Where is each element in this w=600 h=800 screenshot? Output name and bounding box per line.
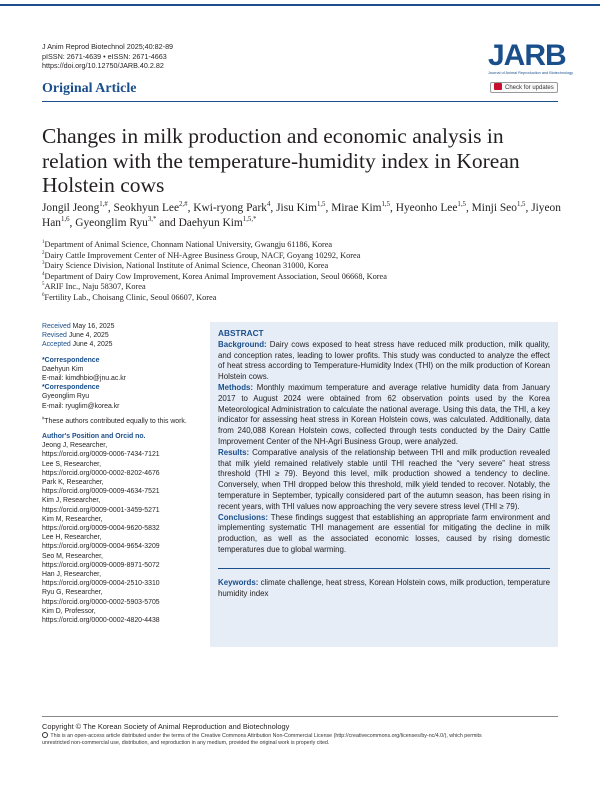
affiliation: $^1$Department of Animal Science, Chonnam National University, Gwangju 61186, Korea (42, 240, 333, 249)
correspondence-label: *Correspondence (42, 384, 100, 392)
journal-logo (488, 39, 574, 75)
article-sidebar (42, 322, 192, 625)
orcid-heading: Author's Position and Orcid no. (42, 433, 146, 441)
orcid-author: Lee S, Researcher, (42, 460, 101, 468)
affiliation: $^6$Fertility Lab., Choisang Clinic, Seoul 06607, Korea (42, 292, 217, 302)
orcid-author: Lee H, Researcher, (42, 534, 102, 542)
orcid-link[interactable]: https://orcid.org/0009-0004-9654-3209 (42, 543, 160, 551)
abstract-methods: Methods: Monthly maximum temperature and average relative humidity data from January 2017 to August 2024 were obtained from 62 observation points used by the Korea Meteorological Administration to calculate the national average. Using this data, the THI, a key indicator for assessing heat stress in Korean Holstein cows, was calculated. Additionally, data from 240,088 Korean Holstein cows, collected through tests conducted by the Dairy Cattle Improvement Center of the NH-Agri Business Group, were analyzed. (218, 382, 550, 446)
orcid-link[interactable]: https://orcid.org/0000-0002-8202-4676 (42, 469, 160, 477)
orcid-link[interactable]: https://orcid.org/0009-0009-8971-5072 (42, 561, 160, 569)
orcid-author: Kim M, Researcher, (42, 515, 103, 523)
orcid-link[interactable]: https://orcid.org/0009-0006-7434-7121 (42, 451, 160, 459)
abstract-results: Results: Comparative analysis of the relationship between THI and milk production revealed that milk yield remained relatively stable until THI reached the “very severe” heat stress threshold (THI ≥ 79). Beyond this level, milk production showed a tendency to decline. Conversely, when THI dropped below this threshold, milk yield tended to recover. Notably, the temperature in September, typically considered part of the autumn season, has been rising in recent years, with THI values now approaching the very severe stress level (THI ≥ 79). (218, 447, 550, 511)
correspondence-label: *Correspondence (42, 356, 100, 364)
affiliation: $^5$ARIF Inc., Naju 58307, Korea (42, 282, 146, 292)
affiliation: $^3$Dairy Science Division, National Institute of Animal Science, Cheonan 31000, Korea (42, 261, 329, 271)
creative-commons-icon (42, 732, 48, 738)
logo-subtitle: Journal of Animal Reproduction and Biotechnology (488, 71, 574, 75)
copyright-line: Copyright © The Korean Society of Animal Reproduction and Biotechnology (42, 722, 290, 731)
author: Jiyeon Han$^{1,6}$ (42, 202, 561, 229)
footer-divider (42, 716, 558, 717)
author: Jongil Jeong$^{1,\#}$ (42, 201, 108, 214)
author: Mirae Kim$^{1,5}$ (331, 201, 391, 214)
equal-contribution-note: #These authors contributed equally to this work. (42, 415, 187, 425)
author: Hyeonho Lee$^{1,5}$ (395, 201, 466, 214)
correspondence-name: Daehyun Kim (42, 365, 84, 373)
orcid-link[interactable]: https://orcid.org/0000-0002-4820-4438 (42, 617, 160, 625)
check-updates-button[interactable] (490, 82, 558, 93)
abstract-conclusions: Conclusions: These findings suggest that establishing an appropriate farm environment and implementing systematic THI management are essential for mitigating the decline in milk production, as well as the associated economic losses, caused by rising domestic temperatures due to global warming. (218, 512, 550, 554)
orcid-link[interactable]: https://orcid.org/0009-0001-3459-5271 (42, 506, 160, 514)
correspondence-email[interactable]: E-mail: ryuglim@korea.kr (42, 402, 120, 410)
abstract-panel (210, 322, 558, 647)
orcid-link[interactable]: https://orcid.org/0009-0009-4634-7521 (42, 488, 160, 496)
accepted-date: Accepted June 4, 2025 (42, 341, 113, 349)
orcid-link[interactable]: https://orcid.org/0000-0002-5903-5705 (42, 598, 160, 606)
orcid-author: Park K, Researcher, (42, 479, 104, 487)
journal-citation: J Anim Reprod Biotechnol 2025;40:82-89 (42, 42, 174, 51)
journal-meta (42, 42, 173, 71)
correspondence-name: Gyeonglim Ryu (42, 393, 90, 401)
orcid-link[interactable]: https://orcid.org/0009-0004-2510-3310 (42, 580, 160, 588)
orcid-author: Kim D, Professor, (42, 607, 96, 615)
author: Minji Seo$^{1,5}$ (471, 201, 526, 214)
received-date: Received May 16, 2025 (42, 323, 115, 330)
revised-date: Revised June 4, 2025 (42, 332, 109, 340)
orcid-author: Ryu G, Researcher, (42, 589, 103, 597)
author: Gyeonglim Ryu$^{3,*}$ (75, 215, 157, 229)
orcid-author: Han J, Researcher, (42, 571, 101, 579)
abstract-keywords: Keywords: climate challenge, heat stress, Korean Holstein cows, milk production, temperature humidity index (218, 568, 550, 600)
author: Seokhyun Lee$^{2,\#}$ (113, 201, 188, 214)
author: Jisu Kim$^{1,5}$ (276, 201, 326, 214)
affiliation-list (42, 240, 562, 304)
check-updates-label: Check for updates (505, 85, 554, 91)
orcid-author: Jeong J, Researcher, (42, 442, 108, 450)
article-title: Changes in milk production and economic analysis in relation with the temperature-humidity index in Korean Holstein cows (42, 124, 520, 197)
journal-doi[interactable]: https://doi.org/10.12750/JARB.40.2.82 (42, 61, 164, 71)
license-line: This is an open-access article distributed under the terms of the Creative Commons Attribution Non-Commercial License (http://creativecommons.org/licenses/by-nc/4.0/), which permits (42, 732, 558, 740)
section-divider (42, 101, 558, 102)
orcid-author: Seo M, Researcher, (42, 552, 103, 560)
article-type: Original Article (42, 81, 137, 96)
affiliation: $^4$Department of Dairy Cow Improvement, Korea Animal Improvement Association, Seoul 06668, Korea (42, 271, 387, 281)
license-line: unrestricted non-commercial use, distribution, and reproduction in any medium, provided the original work is properly cited. (42, 740, 330, 747)
orcid-author: Kim J, Researcher, (42, 497, 101, 505)
crossmark-icon (494, 83, 502, 90)
affiliation: $^2$Dairy Cattle Improvement Center of NH-Agree Business Group, NACF, Goyang 10292, Korea (42, 250, 361, 260)
abstract-background: Background: Dairy cows exposed to heat stress have reduced milk production, milk quality, and conception rates, leading to lower profits. This study was conducted to analyze the effect of heat stress according to Temperature-Humidity Index (THI) on the milk production of Korean Holstein cows. (218, 339, 550, 382)
orcid-link[interactable]: https://orcid.org/0009-0004-9620-5832 (42, 525, 160, 533)
logo-text: JARB (488, 39, 566, 72)
page-footer (42, 722, 558, 747)
author-list: Jongil Jeong$^{1,\#}$, Seokhyun Lee$^{2,\#}$, Kwi-ryong Park$^4$, Jisu Kim$^{1,5}$, Mirae Kim$^{1,5}$, Hyeonho Lee$^{1,5}$, Minji Seo$^{1,5}$, Jiyeon Han$^{1,6}$, Gyeonglim Ryu$^{3,*}$ and Daehyun Kim$^{1,5,*}$ (42, 201, 561, 229)
journal-issn: pISSN: 2671-4639 • eISSN: 2671-4663 (42, 51, 167, 61)
correspondence-email[interactable]: E-mail: kimdhbio@jnu.ac.kr (42, 375, 126, 383)
author: Kwi-ryong Park$^4$ (193, 201, 271, 214)
author: Daehyun Kim$^{1,5,*}$ (178, 215, 257, 229)
top-accent-rule (0, 4, 600, 6)
abstract-heading: ABSTRACT (218, 328, 264, 338)
